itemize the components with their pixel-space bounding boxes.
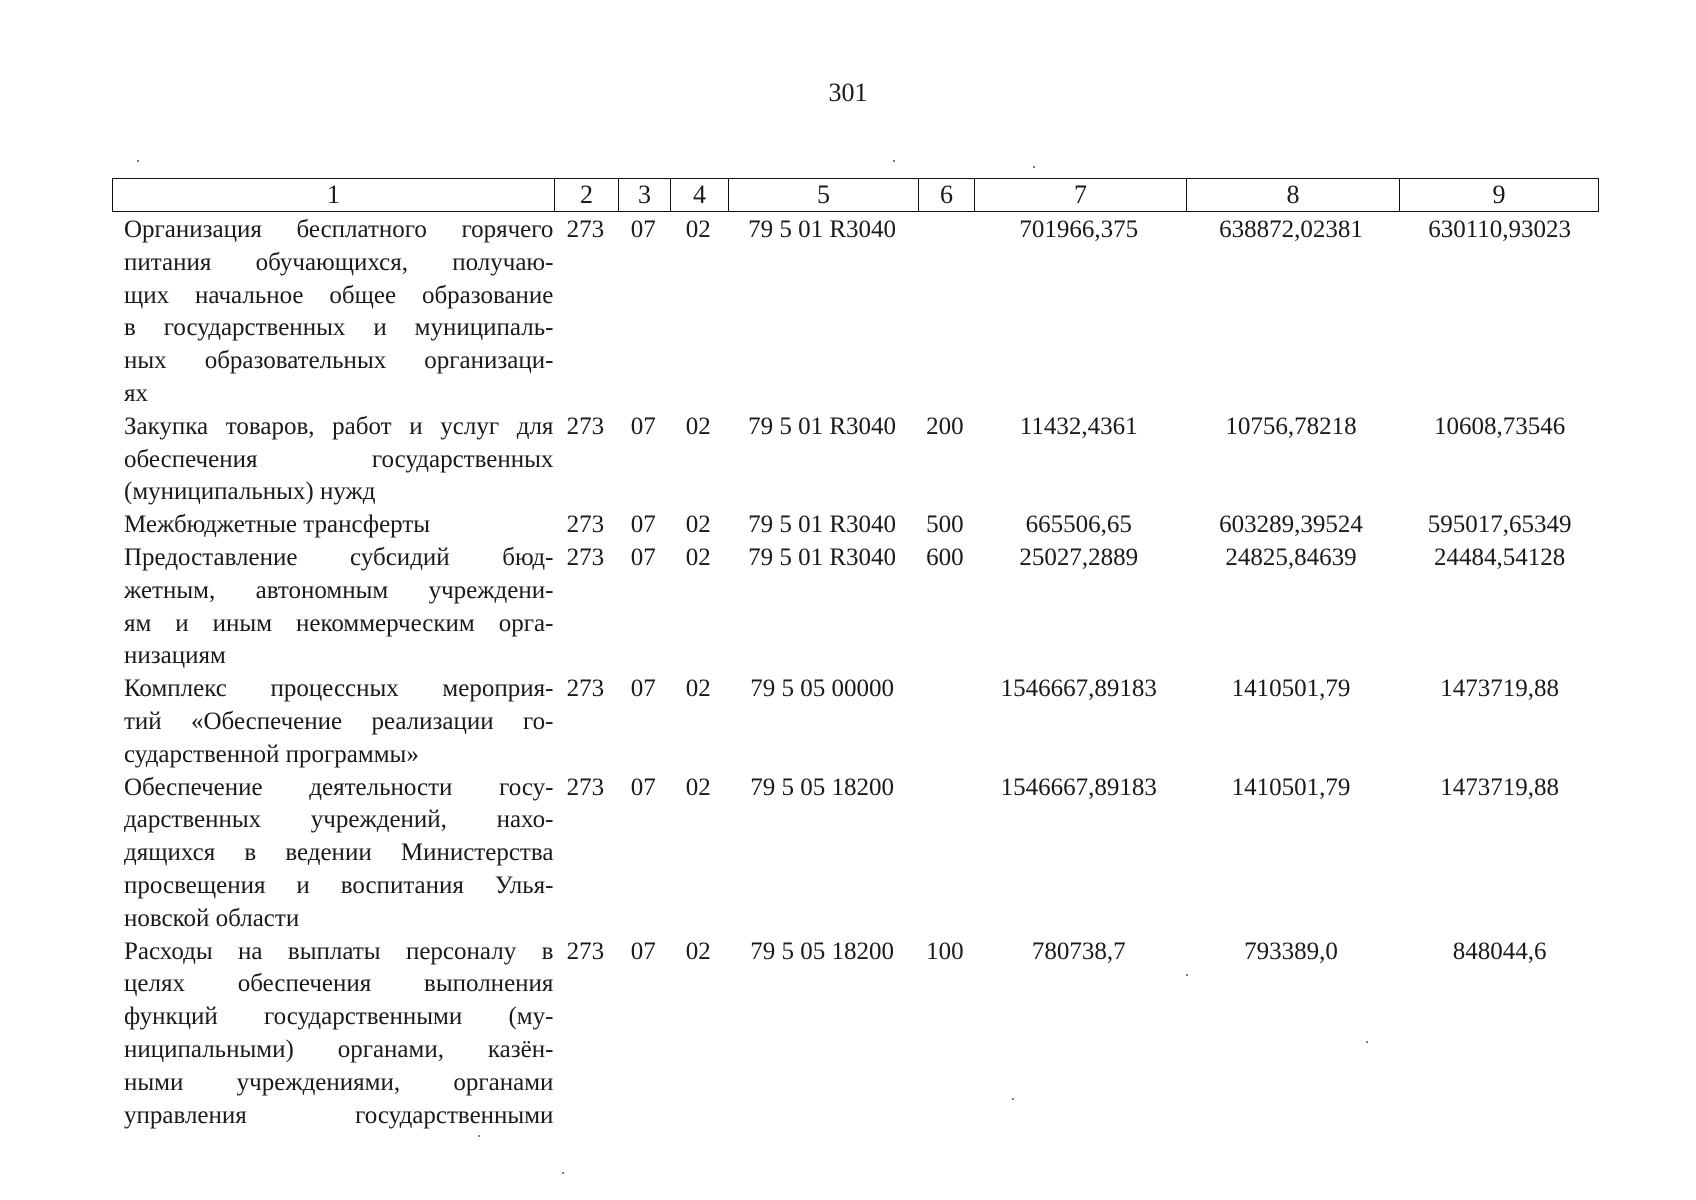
- row-col-4: 02: [685, 216, 711, 243]
- table-row: [112, 673, 1602, 771]
- row-name-line: низациям: [124, 642, 226, 670]
- row-name-line: сударственной программы»: [124, 740, 419, 768]
- row-name-line: дарственных учреждений, нахо-: [124, 806, 554, 834]
- row-col-2: 273: [566, 511, 605, 539]
- row-name-line: тий «Обеспечение реализации го-: [124, 707, 554, 735]
- row-col-7: 1546667,89183: [1000, 675, 1157, 703]
- row-col-2: 273: [566, 412, 605, 440]
- row-col-3: 07: [630, 412, 656, 440]
- row-col-7: 25027,2889: [1019, 543, 1139, 571]
- row-col-5: 79 5 01 R3040: [748, 543, 897, 571]
- row-col-6: 200: [926, 412, 964, 440]
- scan-speck: [1186, 974, 1188, 976]
- row-name-cell: [112, 936, 553, 1133]
- row-col-9: 1473719,88: [1440, 773, 1560, 801]
- row-col-3: 07: [630, 773, 656, 801]
- row-name-line: управления государственными: [124, 1101, 554, 1129]
- row-name-line: Межбюджетные трансферты: [124, 511, 431, 539]
- row-name-line: в государственных и муниципаль-: [124, 314, 554, 342]
- page-number: 301: [828, 78, 868, 107]
- table-body: [112, 214, 1602, 1132]
- row-col-2: 273: [566, 216, 605, 243]
- row-col-6: 600: [926, 543, 964, 571]
- row-col-8: 24825,84639: [1225, 543, 1357, 571]
- row-name-cell: [112, 509, 553, 542]
- table-row: [112, 411, 1602, 509]
- header-cell-4: 4: [671, 179, 729, 212]
- row-col-8: 1410501,79: [1231, 675, 1351, 703]
- row-col-8: 603289,39524: [1219, 511, 1363, 539]
- row-name-line: Организация бесплатного горячего: [124, 216, 554, 243]
- row-col-5: 79 5 05 00000: [750, 675, 894, 703]
- scan-speck: [893, 160, 895, 162]
- row-name-line: Обеспечение деятельности госу-: [124, 773, 554, 801]
- row-col-5: 79 5 01 R3040: [748, 216, 897, 243]
- row-col-6: 500: [926, 511, 964, 539]
- row-col-4: 02: [685, 511, 711, 539]
- row-col-7: 701966,375: [1019, 216, 1139, 243]
- row-col-7: 11432,4361: [1019, 412, 1138, 440]
- row-name-cell: [112, 542, 553, 673]
- scan-speck: [137, 160, 139, 162]
- header-cell-8: 8: [1187, 179, 1400, 212]
- row-col-5: 79 5 01 R3040: [748, 511, 897, 539]
- row-col-9: 10608,73546: [1434, 412, 1566, 440]
- scan-speck: [562, 1172, 564, 1174]
- row-name-line: (муниципальных) нужд: [124, 478, 376, 506]
- row-col-8: 10756,78218: [1225, 412, 1357, 440]
- row-col-4: 02: [685, 937, 711, 965]
- row-col-2: 273: [566, 543, 605, 571]
- row-name-line: Комплекс процессных мероприя-: [124, 675, 554, 703]
- row-name-line: ными учреждениями, органами: [124, 1068, 554, 1096]
- row-col-4: 02: [685, 543, 711, 571]
- row-col-3: 07: [630, 511, 656, 539]
- row-col-2: 273: [566, 937, 605, 965]
- header-cell-2: 2: [555, 179, 619, 212]
- row-col-2: 273: [566, 675, 605, 703]
- row-name-cell: [112, 772, 553, 936]
- row-col-5: 79 5 05 18200: [750, 937, 894, 965]
- row-col-9: 848044,6: [1452, 937, 1547, 965]
- row-name-line: Расходы на выплаты персоналу в: [124, 937, 554, 965]
- row-col-8: 793389,0: [1244, 937, 1338, 965]
- row-name-line: новской области: [124, 904, 300, 932]
- row-col-3: 07: [630, 216, 656, 243]
- row-col-2: 273: [566, 773, 605, 801]
- table-row: [112, 542, 1602, 673]
- row-name-line: ных образовательных организаци-: [124, 347, 554, 375]
- header-cell-6: 6: [919, 179, 975, 212]
- row-col-9: 1473719,88: [1440, 675, 1560, 703]
- row-name-line: просвещения и воспитания Улья-: [124, 871, 554, 899]
- row-name-line: функций государственными (му-: [124, 1003, 554, 1031]
- row-col-5: 79 5 05 18200: [750, 773, 894, 801]
- scan-speck: [478, 1135, 480, 1137]
- row-col-7: 1546667,89183: [1000, 773, 1157, 801]
- header-cell-7: 7: [975, 179, 1187, 212]
- header-cell-9: 9: [1400, 179, 1599, 212]
- row-name-line: ях: [124, 379, 148, 407]
- row-col-3: 07: [630, 937, 656, 965]
- row-col-9: 24484,54128: [1434, 543, 1566, 571]
- row-name-line: жетным, автономным учреждени-: [124, 576, 554, 604]
- row-name-cell: [112, 214, 553, 411]
- table-row: [112, 214, 1602, 411]
- row-col-4: 02: [685, 412, 711, 440]
- scan-speck: [1033, 166, 1035, 168]
- row-name-line: Предоставление субсидий бюд-: [124, 543, 554, 571]
- row-name-cell: [112, 673, 553, 771]
- row-col-7: 780738,7: [1031, 937, 1126, 965]
- row-col-4: 02: [685, 675, 711, 703]
- scan-speck: [1012, 1098, 1014, 1100]
- column-header-table: [112, 178, 1599, 212]
- table-row: [112, 936, 1602, 1133]
- row-col-7: 665506,65: [1025, 511, 1132, 539]
- header-cell-3: 3: [619, 179, 671, 212]
- row-col-6: 100: [926, 937, 964, 965]
- scan-speck: [1366, 1041, 1368, 1043]
- row-name-line: Закупка товаров, работ и услуг для: [124, 412, 554, 440]
- row-name-line: щих начальное общее образование: [124, 281, 554, 309]
- row-name-line: целях обеспечения выполнения: [124, 970, 554, 998]
- row-name-line: обеспечения государственных: [124, 445, 554, 473]
- row-name-cell: [112, 411, 553, 509]
- row-col-5: 79 5 01 R3040: [748, 412, 897, 440]
- row-col-4: 02: [685, 773, 711, 801]
- row-col-9: 595017,65349: [1427, 511, 1572, 539]
- header-cell-1: 1: [113, 179, 555, 212]
- row-name-line: ям и иным некоммерческим орга-: [124, 609, 554, 637]
- row-col-3: 07: [630, 675, 656, 703]
- header-cell-5: 5: [729, 179, 919, 212]
- header-row: [113, 179, 1599, 212]
- row-col-9: 630110,93023: [1428, 216, 1572, 243]
- table-row: [112, 772, 1602, 936]
- table-row: [112, 509, 1602, 542]
- row-name-line: ниципальными) органами, казён-: [124, 1035, 554, 1063]
- row-col-3: 07: [630, 543, 656, 571]
- row-col-8: 1410501,79: [1231, 773, 1351, 801]
- row-name-line: дящихся в ведении Министерства: [124, 839, 554, 867]
- row-col-8: 638872,02381: [1219, 216, 1363, 243]
- row-name-line: питания обучающихся, получаю-: [124, 248, 554, 276]
